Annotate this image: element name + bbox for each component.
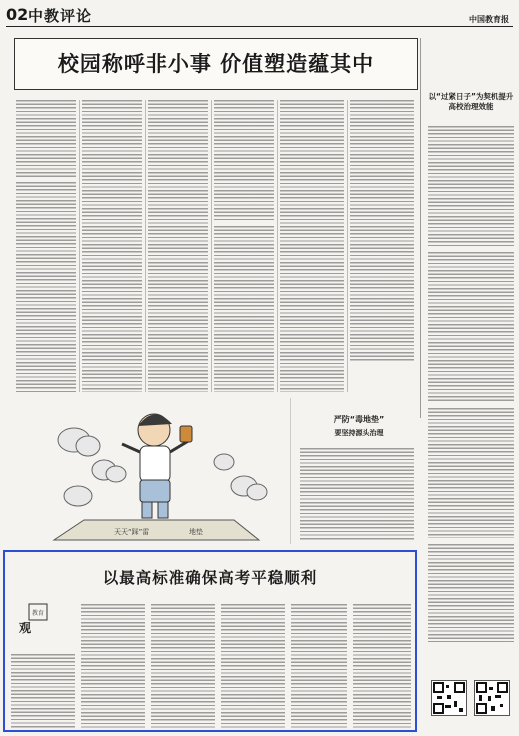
cartoon-caption: 天天“踩”雷 (114, 528, 150, 536)
cartoon-commentary-body (300, 448, 414, 540)
lead-headline-box (14, 38, 418, 90)
cartoon-illustration (14, 400, 284, 545)
paper-name: 中国教育报 (469, 14, 509, 24)
lead-headline: 校园称呼非小事 价值塑造蕴其中 (57, 52, 375, 76)
cartoon-commentary-title: 严防“毒地垫” (333, 415, 385, 424)
cartoon-commentary-subtitle: 要坚持源头治理 (334, 429, 384, 437)
column-logo-label-2: 观 (18, 621, 32, 635)
sidebar-title: 以“过紧日子”为契机提升高校治理效能 (428, 92, 514, 111)
editorial-highlight[interactable] (3, 550, 417, 732)
section-title: 中教评论 (28, 7, 93, 25)
column-logo (13, 602, 49, 636)
editorial-headline: 以最高标准确保高考平稳顺利 (102, 569, 318, 587)
qr-code-left (431, 680, 467, 716)
page-number: 02 (6, 5, 29, 24)
sidebar-divider (420, 38, 421, 418)
column-logo-label-1: 教育 (31, 610, 45, 617)
qr-code-right (474, 680, 510, 716)
cartoon-caption-2: 地垫 (189, 528, 203, 536)
masthead (6, 4, 513, 27)
